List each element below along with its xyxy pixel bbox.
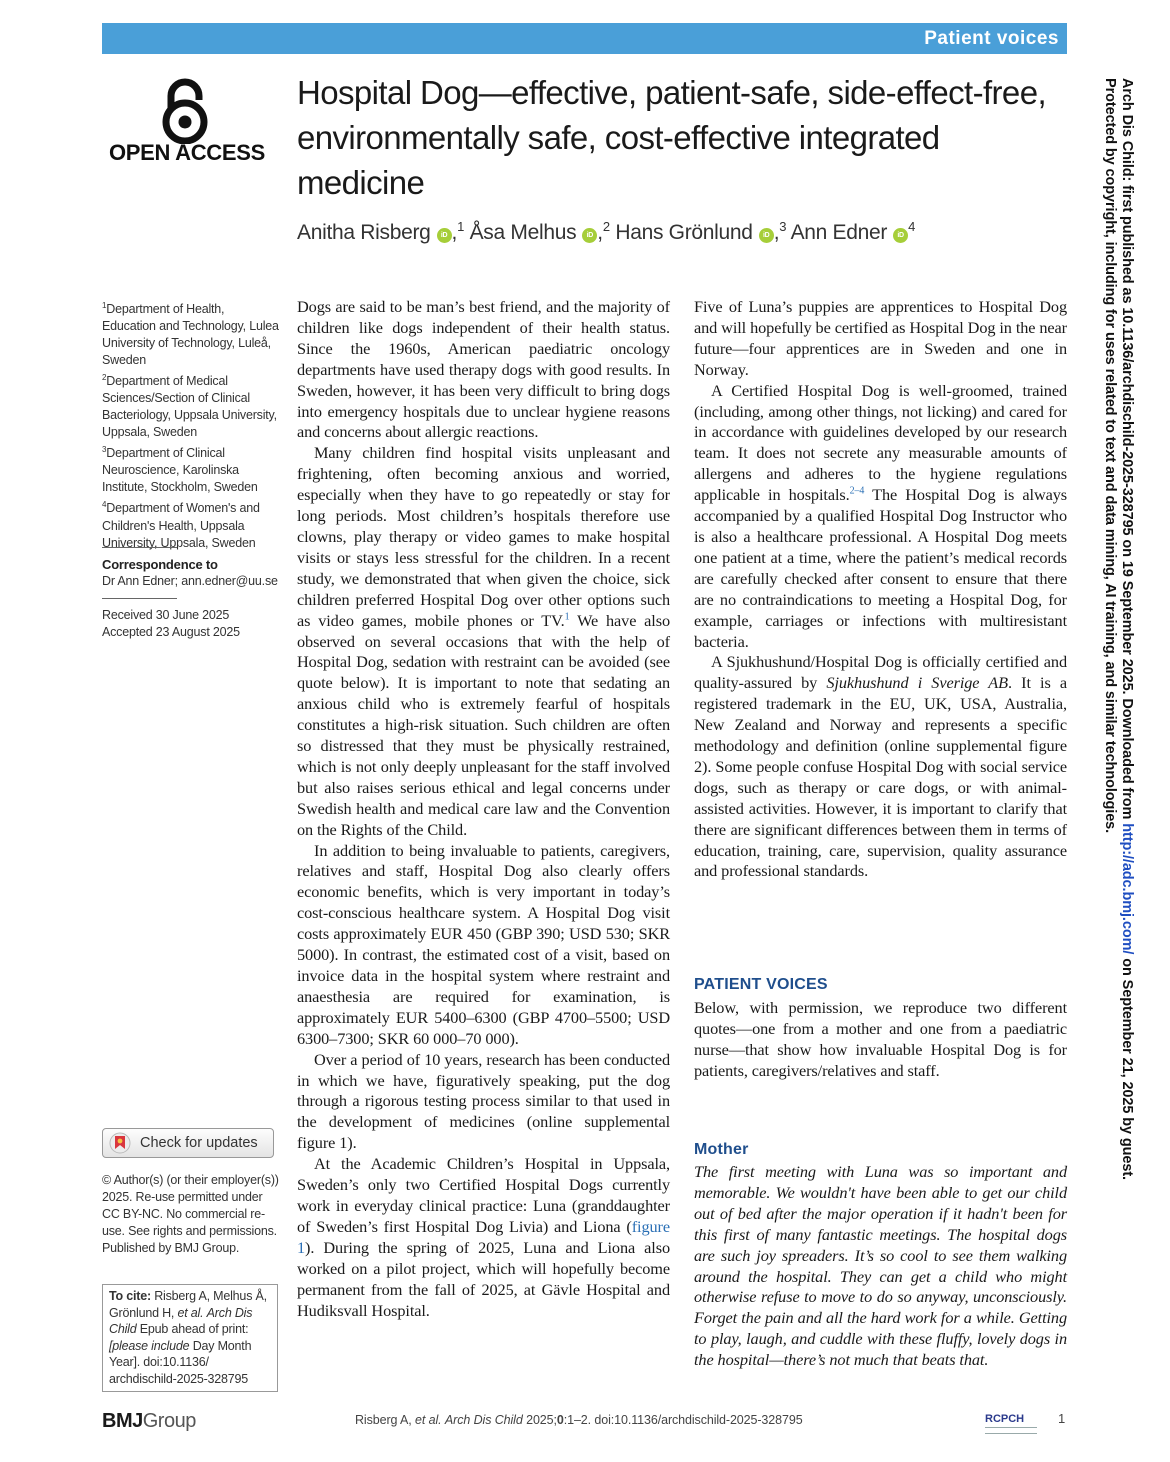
rcpch-logo: RCPCH — [985, 1413, 1040, 1439]
paragraph: A Sjukhushund/Hospital Dog is officially certified and quality-assured by Sjukhushund i Sverige AB. It is a registered trademark in the EU, UK, USA, Australia, New Zealand and Norway and represents a specific methodology and definition (online supplemental figure 2). Some people confuse Hospital Dog with social service dogs, such as therapy or care dogs, or with animal-assisted activities. However, it is important to clarify that there are significant differences between them in terms of education, training, care, supervision, quality assurance and professional standards. — [694, 652, 1068, 881]
paragraph: A Certified Hospital Dog is well-groomed, trained (including, among other things, not licking) and cared for in accordance with guidelines developed by our research team. It does not secrete any measurable amounts of allergens and adheres to the hygiene regulations applicable in hospitals.$^{2-4}$ The Hospital Dog is always accompanied by a qualified Hospital Dog Instructor who is also a healthcare professional. A Hospital Dog meets one patient at a time, where the patient’s medical records are carefully checked after consent to ensure that there are no contraindications to meeting a Hospital Dog, for example, carriages or infections with multiresistant bacteria. — [694, 380, 1068, 651]
orcid-icon[interactable]: iD — [759, 228, 774, 243]
subheading-mother: Mother — [694, 1141, 749, 1158]
orcid-icon[interactable]: iD — [893, 228, 908, 243]
paragraph: Many children find hospital visits unpleasant and frightening, often becoming anxious and worried, especially when they have to go repeatedly or stay for long periods. Most children’s hospitals therefore use clowns, play therapy or video games to make hospital visits or stays less stressful for the children. In a recent study, we demonstrated that when given the choice, sick children preferred Hospital Dog over other options such as video games, mobile phones or TV.$^1$ We have also observed on several occasions that with the help of Hospital Dog, sedation with restraint can be avoided (see quote below). It is important to note that sedating an anxious child who is extremely fearful of hospitals constitutes a high-risk situation. Such children are often so distressed that they must be physically restrained, which is not only deeply unpleasant for the staff involved but also raises serious ethical and legal concerns under Swedish health and medical care law and the Convention on the Rights of the Child. — [297, 443, 670, 839]
correspondence — [102, 556, 280, 590]
author-name[interactable]: Hans Grönlund — [615, 221, 753, 244]
reference-link[interactable]: 2–4 — [849, 485, 865, 497]
bmj-group-logo: BMJGroup — [102, 1410, 196, 1432]
body-column-1 — [297, 297, 670, 1321]
accepted-date: Accepted 23 August 2025 — [102, 625, 240, 639]
open-access-icon — [157, 78, 213, 144]
orcid-icon[interactable]: iD — [582, 228, 597, 243]
patient-voices-intro: Below, with permission, we reproduce two different quotes—one from a mother and one from a paediatric nurse—that show how invaluable Hospital Dog is for patients, caregivers/relatives and staff. — [694, 998, 1067, 1080]
author-name[interactable]: Åsa Melhus — [469, 221, 577, 244]
correspondence-heading: Correspondence to — [102, 557, 218, 572]
affiliation: $^4$Department of Women's and Children's Health, Uppsala University, Uppsala, Sweden — [102, 500, 260, 550]
adc-link[interactable]: http://adc.bmj.com/ — [1119, 823, 1135, 955]
vertical-line-1: Arch Dis Child: first published as 10.1136/archdischild-2025-328795 on 19 September 2025. Downloaded from http://adc.bmj.com/ on September 21, 2025 by guest. — [1119, 78, 1135, 1180]
section-heading-patient-voices: PATIENT VOICES — [694, 976, 828, 993]
affiliation: $^2$Department of Medical Sciences/Section of Clinical Bacteriology, Uppsala University, Uppsala, Sweden — [102, 373, 277, 440]
affiliations — [102, 297, 280, 552]
affiliation-ref: 1 — [457, 219, 465, 234]
article-dates — [102, 607, 280, 641]
check-for-updates-label: Check for updates — [140, 1135, 258, 1151]
page-number: 1 — [1058, 1411, 1066, 1426]
footer-citation: Risberg A, et al. Arch Dis Child 2025;0:1–2. doi:10.1136/archdischild-2025-328795 — [355, 1413, 803, 1427]
section-banner: Patient voices — [102, 23, 1067, 54]
affiliation-ref: 4 — [908, 219, 916, 234]
citation-box: To cite: Risberg A, Melhus Å, Grönlund H, et al. Arch Dis Child Epub ahead of print: [please include Day Month Year]. doi:10.1136/ archdischild-2025-328795 — [102, 1284, 278, 1392]
affiliation: $^1$Department of Health, Education and Technology, Lulea University of Technology, Luleå, Sweden — [102, 301, 279, 368]
reference-link[interactable]: 1 — [564, 611, 570, 623]
paragraph: At the Academic Children’s Hospital in Uppsala, Sweden’s only two Certified Hospital Dogs currently work in everyday clinical practice: Luna (granddaughter of Sweden’s first Hospital Dog Livia) and Liona (figure 1). During the spring of 2025, Luna and Liona also worked on a pilot project, which will hopefully become permanent from the fall of 2025, at Gävle Hospital and Hudiksvall Hospital. — [297, 1154, 670, 1320]
paragraph: Dogs are said to be man’s best friend, and the majority of children like dogs independent of their health status. Since the 1960s, American paediatric oncology departments have used therapy dogs with good results. In Sweden, however, it has been very difficult to bring dogs into emergency hospitals due to unclear hygiene reasons and concerns about allergic reactions. — [297, 297, 670, 442]
crossmark-icon — [109, 1132, 131, 1154]
divider — [102, 547, 177, 548]
figure-link[interactable]: figure 1 — [297, 1216, 670, 1257]
vertical-download-notice — [1101, 78, 1135, 1388]
author-name[interactable]: Ann Edner — [790, 221, 888, 244]
article-title: Hospital Dog—effective, patient-safe, side-effect-free, environmentally safe, cost-effective integrated medicine — [297, 74, 1047, 201]
orcid-icon[interactable]: iD — [437, 228, 452, 243]
correspondence-contact[interactable]: Dr Ann Edner; ann.edner@uu.se — [102, 574, 278, 588]
paragraph: Over a period of 10 years, research has been conducted in which we have, figuratively speaking, put the dog through a rigorous testing process similar to that used in the development of medicines (online supplemental figure 1). — [297, 1049, 670, 1153]
check-for-updates-button[interactable] — [102, 1128, 274, 1158]
body-column-2 — [694, 297, 1067, 882]
author-list: Anitha Risberg iD ,$^1$ Åsa Melhus iD ,$^2$ Hans Grönlund iD ,$^3$ Ann Edner $iD^4$ — [297, 219, 916, 244]
paragraph: In addition to being invaluable to patients, caregivers, relatives and staff, Hospital Dog also clearly offers economic benefits, which is very important in today’s cost-conscious healthcare system. A Hospital Dog visit costs approximately EUR 450 (GBP 390; USD 530; SKR 5000). In contrast, the estimated cost of a visit, based on invoice data in the hospital system where restraint and anaesthesia are required for examination, is approximately EUR 5400–6300 (GBP 4700–5500; USD 6300–7300; SKR 60 000–70 000). — [297, 840, 670, 1048]
affiliation-ref: 2 — [602, 219, 610, 234]
received-date: Received 30 June 2025 — [102, 608, 230, 622]
affiliation: $^3$Department of Clinical Neuroscience, Karolinska Institute, Stockholm, Sweden — [102, 445, 258, 495]
copyright-notice: © Author(s) (or their employer(s)) 2025. Re-use permitted under CC BY-NC. No commercial re-use. See rights and permissions. Published by BMJ Group. — [102, 1173, 279, 1255]
open-access-label: OPEN ACCESS — [108, 140, 266, 165]
affiliation-ref: 3 — [779, 219, 787, 234]
author-name[interactable]: Anitha Risberg — [297, 221, 431, 244]
vertical-line-2: Protected by copyright, including for uses related to text and data mining, AI training, and similar technologies. — [1102, 78, 1118, 834]
rcpch-subtitle-lines — [985, 1427, 1037, 1434]
mother-quote: The first meeting with Luna was so important and memorable. We wouldn't have been able to get our child out of bed after the major operation if it hadn't been for this first of many fantastic meetings. The hospital dogs are such joy spreaders. It’s so cool to see them walking around the hospital. They can get a child who might otherwise refuse to move to do so anyway, unconsciously. Forget the pain and all the hard work for a while. Getting to play, laugh, and cuddle with these fluffy, lovely dogs in the hospital—there’s not much that beats that. — [694, 1162, 1067, 1370]
divider — [102, 598, 177, 599]
paragraph: Five of Luna’s puppies are apprentices to Hospital Dog and will hopefully be certified as Hospital Dog in the near future—four apprentices are in Sweden and one in Norway. — [694, 297, 1067, 379]
